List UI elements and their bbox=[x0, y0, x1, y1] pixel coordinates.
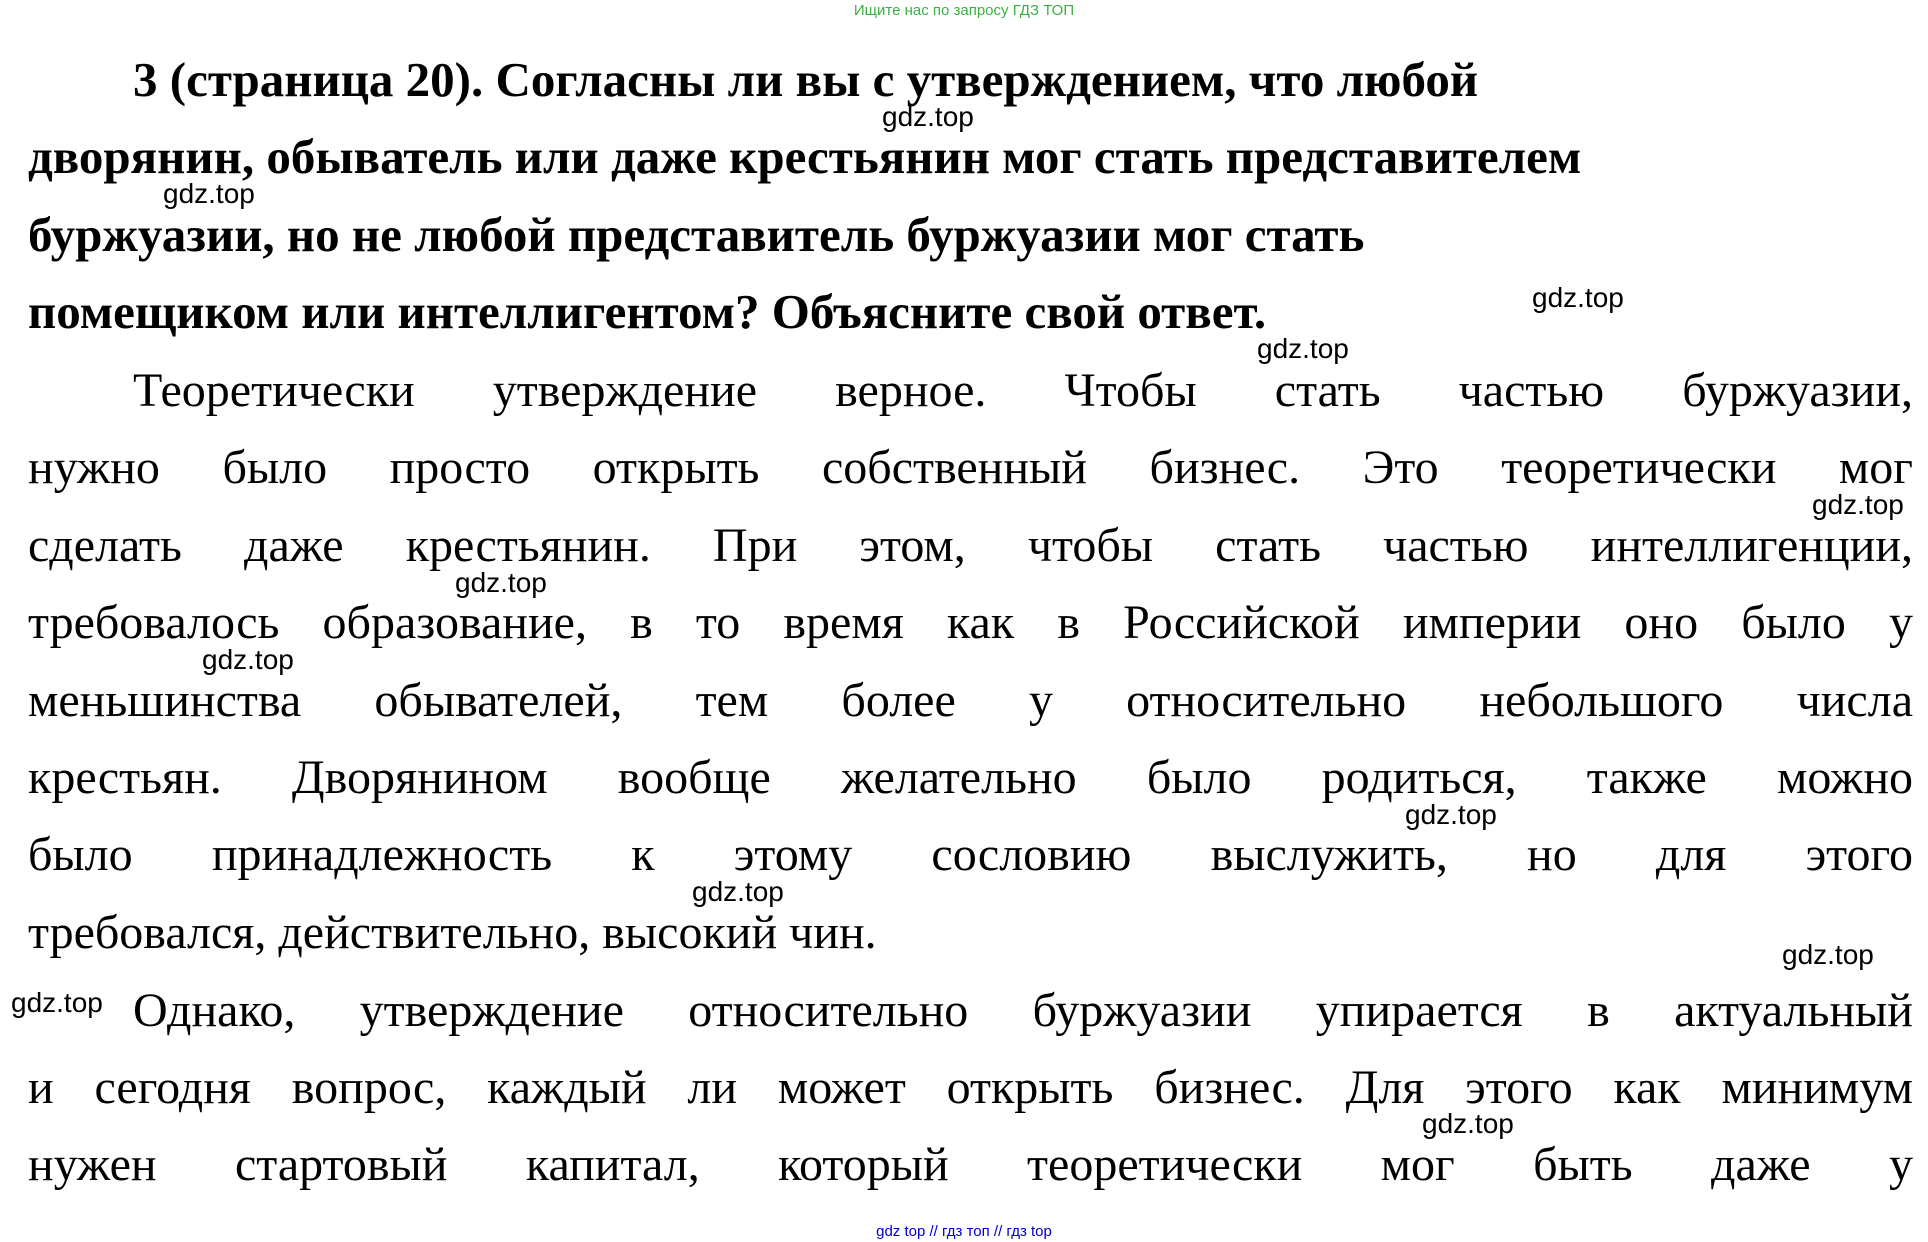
watermark: gdz.top bbox=[882, 101, 974, 132]
watermark: gdz.top bbox=[11, 987, 103, 1018]
watermark: gdz.top bbox=[1405, 799, 1497, 830]
question-line-1: 3 (страница 20). Согласны ли вы с утверждением, что любой bbox=[133, 52, 1479, 107]
question-line-2: дворянин, обыватель или даже крестьянин мог стать представителем bbox=[28, 129, 1582, 184]
answer-line-8: требовался, действительно, высокий чин. bbox=[28, 906, 877, 959]
watermark: gdz.top bbox=[202, 644, 294, 675]
answer-line-2: нужно было просто открыть собственный бизнес. Это теоретически мог bbox=[28, 441, 1913, 494]
answer-line-9: Однако, утверждение относительно буржуазии упирается в актуальный bbox=[133, 984, 1913, 1037]
watermark: gdz.top bbox=[163, 178, 255, 209]
watermark: gdz.top bbox=[1532, 282, 1624, 313]
answer-line-4: требовалось образование, в то время как в Российской империи оно было у bbox=[28, 596, 1913, 649]
watermark: gdz.top bbox=[1422, 1108, 1514, 1139]
answer-line-6: крестьян. Дворянином вообще желательно было родиться, также можно bbox=[28, 751, 1913, 804]
question-line-4: помещиком или интеллигентом? Объясните свой ответ. bbox=[28, 284, 1267, 339]
top-banner: Ищите нас по запросу ГДЗ ТОП bbox=[853, 2, 1075, 19]
bottom-banner: gdz top // гдз топ // гдз top bbox=[876, 1223, 1052, 1240]
watermark: gdz.top bbox=[455, 567, 547, 598]
watermark: gdz.top bbox=[1812, 489, 1904, 520]
answer-line-1: Теоретически утверждение верное. Чтобы стать частью буржуазии, bbox=[133, 364, 1913, 417]
answer-line-11: нужен стартовый капитал, который теоретически мог быть даже у bbox=[28, 1138, 1913, 1191]
question-line-3: буржуазии, но не любой представитель буржуазии мог стать bbox=[28, 207, 1365, 262]
watermark: gdz.top bbox=[1257, 333, 1349, 364]
watermark: gdz.top bbox=[1782, 939, 1874, 970]
answer-line-10: и сегодня вопрос, каждый ли может открыть бизнес. Для этого как минимум bbox=[28, 1061, 1913, 1114]
answer-line-5: меньшинства обывателей, тем более у относительно небольшого числа bbox=[28, 674, 1913, 727]
answer-line-3: сделать даже крестьянин. При этом, чтобы стать частью интеллигенции, bbox=[28, 519, 1913, 572]
answer-line-7: было принадлежность к этому сословию выслужить, но для этого bbox=[28, 828, 1913, 881]
watermark: gdz.top bbox=[692, 876, 784, 907]
